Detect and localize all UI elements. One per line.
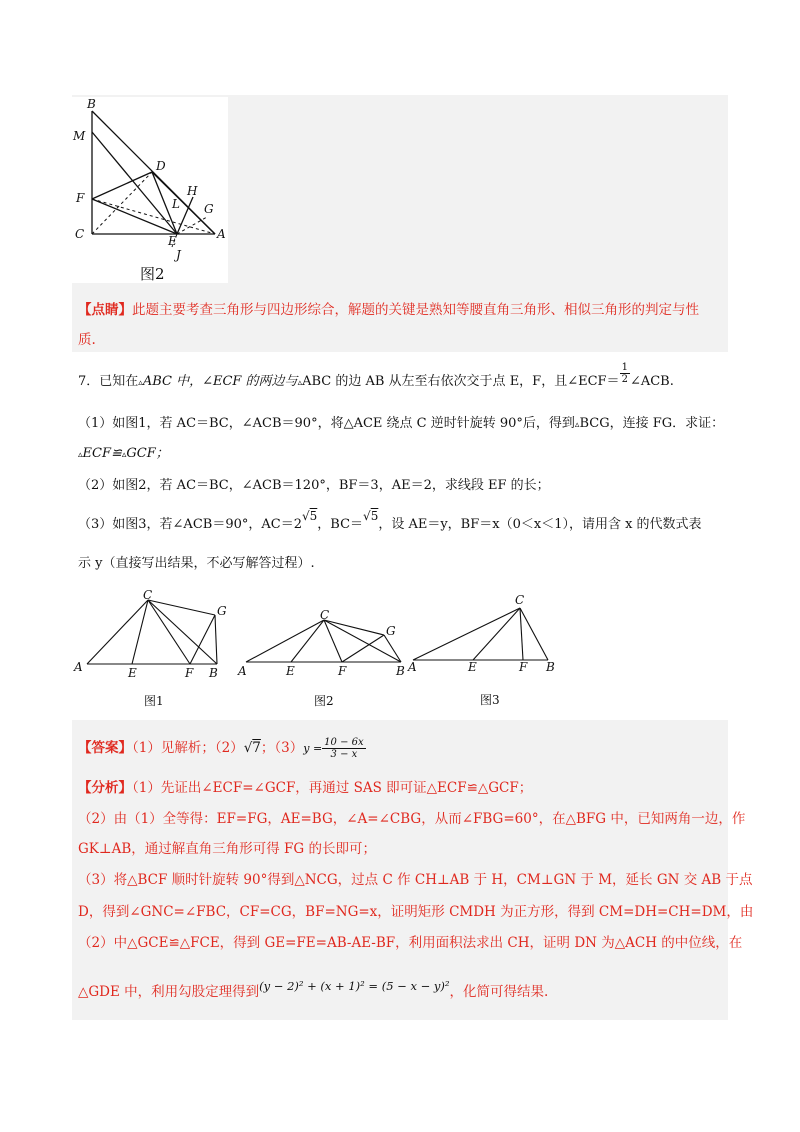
fig2-B: B — [396, 664, 405, 678]
figure-1-svg — [72, 588, 232, 688]
problem-text: GCF； — [126, 446, 169, 461]
pt-C: C — [75, 227, 85, 241]
analysis-line-7: △GDE 中，利用勾股定理得到(y − 2)² + (x + 1)² = (5 − x − y)²，化简可得结果. — [78, 979, 549, 1000]
problem-text: 7．已知在 — [78, 374, 139, 389]
problem-line-1: 7．已知在▵ABC 中，∠ECF 的两边与▵ABC 的边 AB 从左至右依次交于点 E，F，且∠ECF＝ $\frac{1}{2}$ ∠ACB. — [78, 362, 674, 389]
problem-text: ABC 的边 AB 从左至右依次交于点 E，F，且∠ECF＝ — [302, 374, 620, 389]
pt-F: F — [76, 191, 85, 205]
tip-label: 【点睛】 — [78, 302, 132, 318]
problem-text: ABC 中，∠ECF 的两边与 — [142, 374, 298, 389]
analysis-line-3: GK⊥AB，通过解直角三角形可得 FG 的长即可； — [78, 841, 376, 857]
answer-line: 【答案】（1）见解析；（2）√7；（3）y = $\frac{10 - 6x}{3 - x}$ — [78, 737, 364, 760]
fig3-A: A — [408, 660, 417, 674]
fig3-B: B — [546, 660, 555, 674]
top-figure-caption: 图2 — [140, 265, 165, 283]
fig1-B: B — [209, 666, 218, 680]
fig2-E: E — [286, 664, 295, 678]
answer-block — [72, 720, 728, 1020]
fig3-E: E — [468, 660, 477, 674]
problem-text: ∠ACB. — [629, 374, 674, 389]
fig1-G: G — [217, 604, 227, 618]
fig2-caption: 图2 — [314, 694, 334, 708]
fig3-F: F — [519, 660, 528, 674]
tip-text-1: 此题主要考查三角形与四边形综合，解题的关键是熟知等腰直角三角形、相似三角形的判定与性 — [132, 302, 699, 318]
fig2-F: F — [338, 664, 347, 678]
answer-fraction: $\frac{10 - 6x}{3 - x}$ — [324, 737, 364, 760]
problem-text: （1）如图1，若 AC＝BC，∠ACB＝90°，将△ACE 绕点 C 逆时针旋转 90°后，得到 — [78, 416, 575, 431]
problem-part1-line1: （1）如图1，若 AC＝BC，∠ACB＝90°，将△ACE 绕点 C 逆时针旋转 90°后，得到▵BCG，连接 FG．求证： — [78, 416, 725, 431]
tip-line-1 — [78, 301, 699, 319]
fig1-E: E — [128, 666, 137, 680]
pythagoras-formula: (y − 2)² + (x + 1)² = (5 − x − y)² — [259, 979, 450, 993]
pt-B: B — [87, 97, 96, 111]
fig3-caption: 图3 — [480, 693, 500, 707]
top-figure — [72, 97, 228, 283]
tip-line-2 — [78, 331, 96, 349]
problem-text: ECF≌ — [82, 446, 122, 461]
pt-L: L — [172, 197, 180, 211]
fig1-F: F — [185, 666, 194, 680]
tip-text-2: 质. — [78, 332, 96, 348]
analysis-line-5: D，得到∠GNC=∠FBC，CF=CG，BF=NG=x，证明矩形 CMDH 为正方形，得到 CM=DH=CH=DM，由 — [78, 904, 754, 920]
fig2-G: G — [386, 624, 396, 638]
fig2-A: A — [238, 664, 247, 678]
fig1-caption: 图1 — [144, 694, 164, 708]
fig2-C: C — [320, 608, 330, 622]
answer-label: 【答案】 — [78, 740, 132, 756]
pt-E: E — [168, 234, 177, 248]
problem-part2: （2）如图2，若 AC＝BC，∠ACB＝120°，BF＝3，AE＝2，求线段 EF 的长； — [78, 478, 550, 493]
fig1-C: C — [143, 588, 153, 602]
figure-3-svg — [408, 590, 568, 670]
analysis-label: 【分析】 — [78, 780, 132, 796]
analysis-line-2: （2）由（1）全等得：EF=FG，AE=BG，∠A=∠CBG，从而∠FBG=60°，在△BFG 中，已知两角一边，作 — [78, 811, 746, 827]
pt-G: G — [204, 202, 214, 216]
pt-A: A — [217, 227, 226, 241]
figure-1 — [72, 588, 232, 708]
pt-J: J — [176, 248, 181, 262]
top-figure-svg — [72, 97, 228, 283]
problem-part1-line2: ▵ECF≌▵GCF； — [78, 446, 169, 461]
analysis-line-1: 【分析】（1）先证出∠ECF=∠GCF，再通过 SAS 即可证△ECF≌△GCF； — [78, 780, 533, 796]
problem-text: ，设 AE＝y，BF＝x（0＜x＜1），请用含 x 的代数式表 — [378, 517, 702, 532]
figure-2 — [236, 600, 411, 710]
analysis-line-6: （2）中△GCE≌△FCE，得到 GE=FE=AB-AE-BF，利用面积法求出 CH，证明 DN 为△ACH 的中位线，在 — [78, 935, 743, 951]
figure-3 — [408, 590, 568, 710]
pt-D: D — [156, 159, 166, 173]
problem-text: ，BC＝ — [317, 517, 364, 532]
problem-text: （3）如图3，若∠ACB＝90°，AC＝2 — [78, 517, 302, 532]
fig1-A: A — [74, 660, 83, 674]
problem-text: BCG，连接 FG．求证： — [579, 416, 725, 431]
problem-part3-line1: （3）如图3，若∠ACB＝90°，AC＝2√5，BC＝√5，设 AE＝y，BF＝x（0＜x＜1），请用含 x 的代数式表 — [78, 509, 702, 532]
pt-M: M — [73, 129, 86, 143]
problem-part3-line2: 示 y（直接写出结果，不必写解答过程）. — [78, 556, 315, 571]
pt-H: H — [187, 184, 198, 198]
fig3-C: C — [515, 593, 525, 607]
half-fraction: $\frac{1}{2}$ — [621, 362, 628, 385]
analysis-line-4: （3）将△BCF 顺时针旋转 90°得到△NCG，过点 C 作 CH⊥AB 于 H，CM⊥GN 于 M，延长 GN 交 AB 于点 — [78, 872, 753, 888]
